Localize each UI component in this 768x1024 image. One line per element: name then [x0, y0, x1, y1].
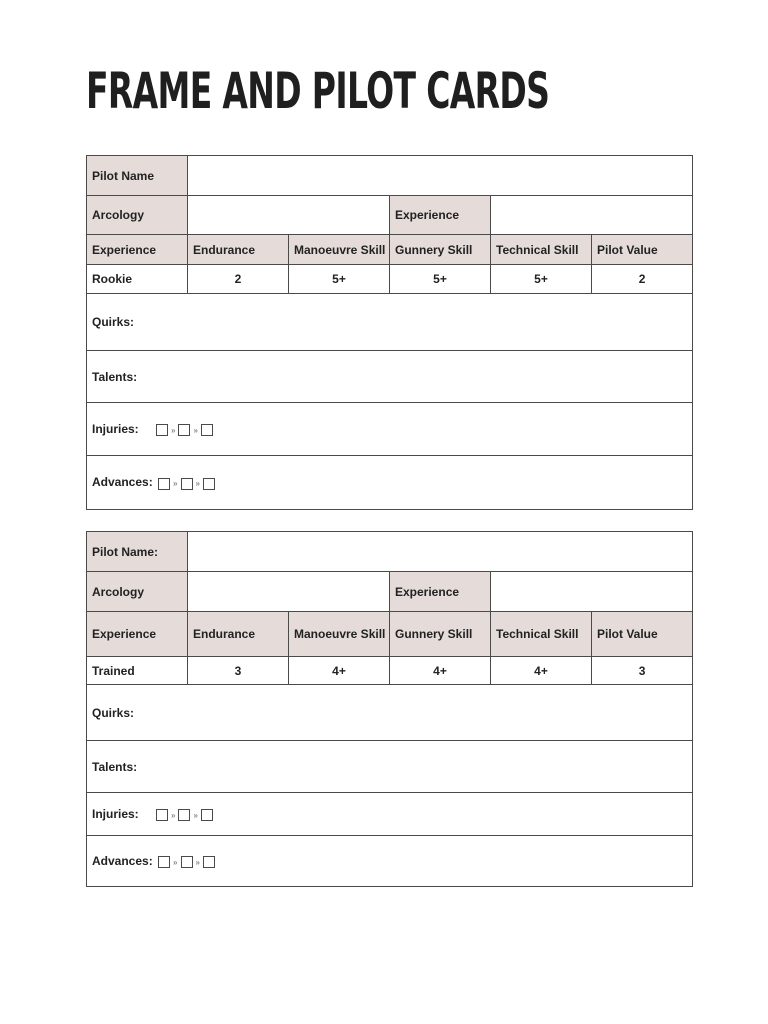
advance-checkbox-1[interactable] — [158, 856, 170, 868]
stat-value-gunnery-skill: 5+ — [390, 265, 491, 294]
stat-header-pilot-value: Pilot Value — [592, 612, 693, 657]
experience-field[interactable] — [491, 572, 693, 612]
page-title: FRAME AND PILOT CARDS — [86, 62, 550, 120]
injury-checkbox-3[interactable] — [201, 809, 213, 821]
box-separator: » — [193, 810, 198, 820]
stat-header-manoeuvre-skill: Manoeuvre Skill — [289, 612, 390, 657]
advances-area — [87, 836, 693, 887]
stat-header-experience: Experience — [87, 235, 188, 265]
quirks-area[interactable] — [87, 294, 693, 351]
injuries-label: Injuries: — [92, 806, 139, 821]
injury-checkbox-3[interactable] — [201, 424, 213, 436]
advance-checkbox-3[interactable] — [203, 856, 215, 868]
stat-header-gunnery-skill: Gunnery Skill — [390, 235, 491, 265]
stat-value-manoeuvre-skill: 5+ — [289, 265, 390, 294]
talents-area[interactable] — [87, 741, 693, 793]
box-separator: » — [195, 857, 200, 867]
advance-checkbox-3[interactable] — [203, 478, 215, 490]
box-separator: » — [171, 425, 176, 435]
pilot-name-label: Pilot Name — [87, 156, 188, 196]
stat-value-experience: Rookie — [87, 265, 188, 294]
quirks-label: Quirks: — [92, 705, 135, 720]
stat-value-technical-skill: 5+ — [491, 265, 592, 294]
injuries-area — [87, 793, 693, 836]
pilot-name-field[interactable] — [188, 532, 693, 572]
arcology-label: Arcology — [87, 196, 188, 235]
injuries-label: Injuries: — [92, 421, 139, 436]
experience-label: Experience — [390, 572, 491, 612]
pilot-card-2 — [86, 531, 693, 887]
talents-label: Talents: — [92, 759, 138, 774]
stat-header-pilot-value: Pilot Value — [592, 235, 693, 265]
stat-value-technical-skill: 4+ — [491, 657, 592, 685]
injury-checkboxes — [156, 422, 213, 436]
stat-value-manoeuvre-skill: 4+ — [289, 657, 390, 685]
advance-checkbox-2[interactable] — [181, 478, 193, 490]
injury-checkbox-2[interactable] — [178, 424, 190, 436]
stat-header-technical-skill: Technical Skill — [491, 235, 592, 265]
experience-field[interactable] — [491, 196, 693, 235]
stat-header-technical-skill: Technical Skill — [491, 612, 592, 657]
injury-checkbox-1[interactable] — [156, 424, 168, 436]
experience-label: Experience — [390, 196, 491, 235]
injury-checkbox-2[interactable] — [178, 809, 190, 821]
stat-value-endurance: 3 — [188, 657, 289, 685]
pilot-card-1 — [86, 155, 693, 510]
injuries-area — [87, 403, 693, 456]
quirks-area[interactable] — [87, 685, 693, 741]
talents-label: Talents: — [92, 369, 138, 384]
stat-value-gunnery-skill: 4+ — [390, 657, 491, 685]
stat-header-experience: Experience — [87, 612, 188, 657]
arcology-label: Arcology — [87, 572, 188, 612]
stat-value-pilot-value: 2 — [592, 265, 693, 294]
stat-value-experience: Trained — [87, 657, 188, 685]
advances-label: Advances: — [92, 475, 153, 490]
advance-checkbox-2[interactable] — [181, 856, 193, 868]
stat-header-gunnery-skill: Gunnery Skill — [390, 612, 491, 657]
quirks-label: Quirks: — [92, 315, 135, 329]
advances-area — [87, 456, 693, 510]
advance-checkbox-1[interactable] — [158, 478, 170, 490]
pilot-name-field[interactable] — [188, 156, 693, 196]
stat-header-endurance: Endurance — [188, 612, 289, 657]
box-separator: » — [173, 479, 178, 489]
advances-label: Advances: — [92, 853, 153, 868]
box-separator: » — [193, 425, 198, 435]
stat-header-endurance: Endurance — [188, 235, 289, 265]
injury-checkboxes — [156, 807, 213, 821]
box-separator: » — [173, 857, 178, 867]
pilot-name-label: Pilot Name: — [87, 532, 188, 572]
arcology-field[interactable] — [188, 196, 390, 235]
stat-value-endurance: 2 — [188, 265, 289, 294]
box-separator: » — [195, 479, 200, 489]
stat-value-pilot-value: 3 — [592, 657, 693, 685]
talents-area[interactable] — [87, 351, 693, 403]
arcology-field[interactable] — [188, 572, 390, 612]
stat-header-manoeuvre-skill: Manoeuvre Skill — [289, 235, 390, 265]
box-separator: » — [171, 810, 176, 820]
advance-checkboxes — [158, 476, 215, 490]
injury-checkbox-1[interactable] — [156, 809, 168, 821]
advance-checkboxes — [158, 854, 215, 868]
